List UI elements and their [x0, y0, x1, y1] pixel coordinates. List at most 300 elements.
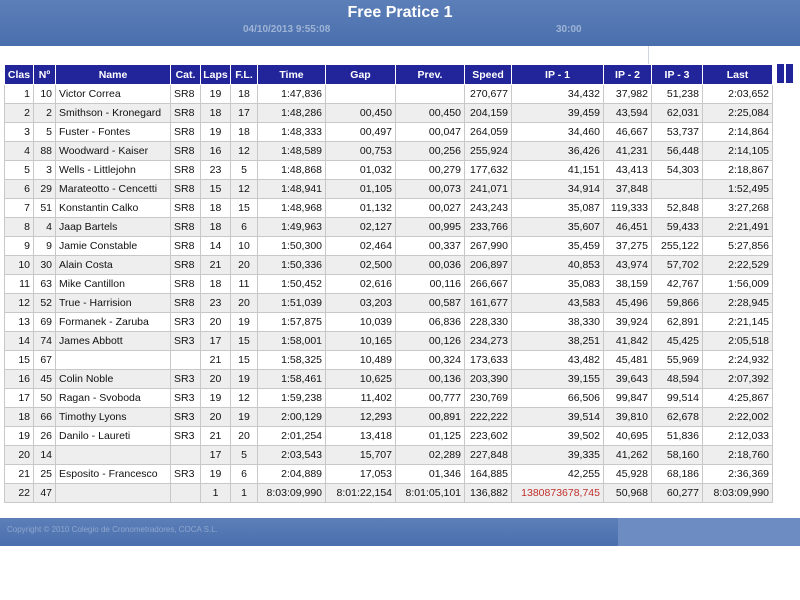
fastest-lap-cell: 10	[231, 237, 258, 256]
position-cell: 4	[5, 142, 34, 161]
ip2-cell: 43,974	[604, 256, 652, 275]
speed-cell: 164,885	[465, 465, 512, 484]
laps-cell: 23	[201, 161, 231, 180]
previous-cell: 00,036	[396, 256, 465, 275]
column-header[interactable]: Time	[258, 65, 326, 85]
ip2-cell: 45,496	[604, 294, 652, 313]
gap-cell: 13,418	[326, 427, 396, 446]
fastest-lap-cell: 15	[231, 199, 258, 218]
previous-cell: 01,125	[396, 427, 465, 446]
gap-cell: 00,753	[326, 142, 396, 161]
name-cell: Fuster - Fontes	[56, 123, 171, 142]
number-cell: 63	[34, 275, 56, 294]
previous-cell: 00,450	[396, 104, 465, 123]
time-cell: 1:49,963	[258, 218, 326, 237]
name-cell: Jamie Constable	[56, 237, 171, 256]
last-cell: 2:03,652	[703, 85, 773, 104]
fastest-lap-cell: 12	[231, 142, 258, 161]
time-cell: 1:50,336	[258, 256, 326, 275]
time-cell: 8:03:09,990	[258, 484, 326, 503]
fastest-lap-cell: 11	[231, 275, 258, 294]
table-body	[5, 85, 773, 503]
position-cell: 18	[5, 408, 34, 427]
last-cell: 4:25,867	[703, 389, 773, 408]
category-cell: SR8	[171, 294, 201, 313]
column-header[interactable]: IP - 1	[512, 65, 604, 85]
ip3-cell: 60,277	[652, 484, 703, 503]
column-header[interactable]: Speed	[465, 65, 512, 85]
name-cell: Colin Noble	[56, 370, 171, 389]
previous-cell: 8:01:05,101	[396, 484, 465, 503]
time-cell: 1:48,589	[258, 142, 326, 161]
name-cell: Alain Costa	[56, 256, 171, 275]
last-cell: 2:21,145	[703, 313, 773, 332]
position-cell: 9	[5, 237, 34, 256]
category-cell: SR3	[171, 465, 201, 484]
ip3-cell: 48,594	[652, 370, 703, 389]
ip1-cell: 34,432	[512, 85, 604, 104]
column-header[interactable]: Clas	[5, 65, 34, 85]
table-row	[5, 85, 773, 104]
column-header[interactable]: Last	[703, 65, 773, 85]
previous-cell: 00,324	[396, 351, 465, 370]
category-cell: SR8	[171, 142, 201, 161]
ip1-cell: 36,426	[512, 142, 604, 161]
table-row	[5, 161, 773, 180]
table-row	[5, 351, 773, 370]
ip1-cell: 43,583	[512, 294, 604, 313]
name-cell	[56, 351, 171, 370]
name-cell: Timothy Lyons	[56, 408, 171, 427]
previous-cell: 06,836	[396, 313, 465, 332]
ip1-cell: 1380873678,745	[512, 484, 604, 503]
table-row	[5, 313, 773, 332]
time-cell: 1:47,836	[258, 85, 326, 104]
laps-cell: 18	[201, 275, 231, 294]
gap-cell: 02,500	[326, 256, 396, 275]
number-cell: 52	[34, 294, 56, 313]
laps-cell: 21	[201, 256, 231, 275]
last-cell: 3:27,268	[703, 199, 773, 218]
table-row	[5, 370, 773, 389]
laps-cell: 21	[201, 351, 231, 370]
fastest-lap-cell: 12	[231, 389, 258, 408]
ip2-cell: 37,982	[604, 85, 652, 104]
table-row	[5, 142, 773, 161]
number-cell: 26	[34, 427, 56, 446]
ip3-cell: 99,514	[652, 389, 703, 408]
ip2-cell: 39,924	[604, 313, 652, 332]
ip2-cell: 99,847	[604, 389, 652, 408]
time-cell: 2:01,254	[258, 427, 326, 446]
ip1-cell: 35,607	[512, 218, 604, 237]
previous-cell: 00,279	[396, 161, 465, 180]
last-cell: 2:14,105	[703, 142, 773, 161]
scroll-header-cell	[785, 64, 793, 83]
gap-cell: 10,165	[326, 332, 396, 351]
category-cell: SR8	[171, 104, 201, 123]
ip3-cell: 62,891	[652, 313, 703, 332]
ip1-cell: 38,251	[512, 332, 604, 351]
speed-cell: 228,330	[465, 313, 512, 332]
laps-cell: 21	[201, 427, 231, 446]
speed-cell: 173,633	[465, 351, 512, 370]
speed-cell: 266,667	[465, 275, 512, 294]
ip1-cell: 35,459	[512, 237, 604, 256]
speed-cell: 270,677	[465, 85, 512, 104]
number-cell: 67	[34, 351, 56, 370]
fastest-lap-cell: 19	[231, 313, 258, 332]
position-cell: 1	[5, 85, 34, 104]
name-cell: Marateotto - Cencetti	[56, 180, 171, 199]
name-cell: Esposito - Francesco	[56, 465, 171, 484]
fastest-lap-cell: 5	[231, 161, 258, 180]
time-cell: 1:50,300	[258, 237, 326, 256]
time-cell: 2:04,889	[258, 465, 326, 484]
number-cell: 69	[34, 313, 56, 332]
name-cell: Victor Correa	[56, 85, 171, 104]
position-cell: 2	[5, 104, 34, 123]
ip1-cell: 42,255	[512, 465, 604, 484]
category-cell: SR8	[171, 180, 201, 199]
gap-cell: 10,039	[326, 313, 396, 332]
category-cell: SR8	[171, 218, 201, 237]
last-cell: 2:07,392	[703, 370, 773, 389]
number-cell: 30	[34, 256, 56, 275]
column-header[interactable]: Cat.	[171, 65, 201, 85]
last-cell: 1:52,495	[703, 180, 773, 199]
previous-cell: 00,587	[396, 294, 465, 313]
column-header[interactable]: IP - 2	[604, 65, 652, 85]
time-cell: 2:03,543	[258, 446, 326, 465]
speed-cell: 227,848	[465, 446, 512, 465]
gap-cell: 02,464	[326, 237, 396, 256]
category-cell: SR8	[171, 85, 201, 104]
column-header[interactable]: Gap	[326, 65, 396, 85]
category-cell: SR3	[171, 332, 201, 351]
gap-cell: 15,707	[326, 446, 396, 465]
name-cell: Wells - Littlejohn	[56, 161, 171, 180]
category-cell: SR8	[171, 123, 201, 142]
previous-cell: 00,126	[396, 332, 465, 351]
ip3-cell: 57,702	[652, 256, 703, 275]
session-remaining-time: 30:00	[556, 24, 582, 35]
ip3-cell: 52,848	[652, 199, 703, 218]
name-cell: Konstantin Calko	[56, 199, 171, 218]
ip2-cell: 43,413	[604, 161, 652, 180]
category-cell: SR3	[171, 408, 201, 427]
last-cell: 2:05,518	[703, 332, 773, 351]
laps-cell: 19	[201, 389, 231, 408]
name-cell: Formanek - Zaruba	[56, 313, 171, 332]
previous-cell: 00,073	[396, 180, 465, 199]
footer-panel	[618, 518, 800, 546]
gap-cell: 02,616	[326, 275, 396, 294]
position-cell: 22	[5, 484, 34, 503]
table-row	[5, 199, 773, 218]
laps-cell: 20	[201, 370, 231, 389]
laps-cell: 18	[201, 218, 231, 237]
fastest-lap-cell: 20	[231, 294, 258, 313]
position-cell: 6	[5, 180, 34, 199]
gap-cell: 01,105	[326, 180, 396, 199]
ip3-cell: 45,425	[652, 332, 703, 351]
column-header[interactable]: F.L.	[231, 65, 258, 85]
previous-cell	[396, 85, 465, 104]
previous-cell: 00,891	[396, 408, 465, 427]
number-cell: 3	[34, 161, 56, 180]
fastest-lap-cell: 20	[231, 427, 258, 446]
gap-cell: 17,053	[326, 465, 396, 484]
number-cell: 2	[34, 104, 56, 123]
gap-cell: 11,402	[326, 389, 396, 408]
last-cell: 2:18,760	[703, 446, 773, 465]
ip1-cell: 35,083	[512, 275, 604, 294]
speed-cell: 243,243	[465, 199, 512, 218]
position-cell: 16	[5, 370, 34, 389]
position-cell: 12	[5, 294, 34, 313]
table-row	[5, 123, 773, 142]
ip2-cell: 40,695	[604, 427, 652, 446]
time-cell: 1:59,238	[258, 389, 326, 408]
fastest-lap-cell: 20	[231, 256, 258, 275]
table-row	[5, 237, 773, 256]
results-table	[4, 64, 773, 503]
ip3-cell: 51,836	[652, 427, 703, 446]
ip2-cell: 39,810	[604, 408, 652, 427]
speed-cell: 234,273	[465, 332, 512, 351]
gap-cell: 12,293	[326, 408, 396, 427]
number-cell: 45	[34, 370, 56, 389]
laps-cell: 17	[201, 332, 231, 351]
speed-cell: 255,924	[465, 142, 512, 161]
previous-cell: 00,995	[396, 218, 465, 237]
last-cell: 5:27,856	[703, 237, 773, 256]
ip1-cell: 34,460	[512, 123, 604, 142]
position-cell: 17	[5, 389, 34, 408]
laps-cell: 19	[201, 465, 231, 484]
number-cell: 29	[34, 180, 56, 199]
ip3-cell: 55,969	[652, 351, 703, 370]
table-row	[5, 218, 773, 237]
laps-cell: 23	[201, 294, 231, 313]
position-cell: 19	[5, 427, 34, 446]
speed-cell: 264,059	[465, 123, 512, 142]
time-cell: 1:58,001	[258, 332, 326, 351]
ip3-cell: 56,448	[652, 142, 703, 161]
ip2-cell: 37,848	[604, 180, 652, 199]
last-cell: 2:25,084	[703, 104, 773, 123]
ip2-cell: 119,333	[604, 199, 652, 218]
name-cell: Woodward - Kaiser	[56, 142, 171, 161]
ip3-cell: 59,433	[652, 218, 703, 237]
ip1-cell: 39,502	[512, 427, 604, 446]
ip2-cell: 46,451	[604, 218, 652, 237]
column-header[interactable]: Name	[56, 65, 171, 85]
laps-cell: 18	[201, 199, 231, 218]
gap-cell: 8:01:22,154	[326, 484, 396, 503]
name-cell: Mike Cantillon	[56, 275, 171, 294]
position-cell: 13	[5, 313, 34, 332]
gap-cell: 10,625	[326, 370, 396, 389]
time-cell: 1:48,333	[258, 123, 326, 142]
ip3-cell: 51,238	[652, 85, 703, 104]
laps-cell: 19	[201, 85, 231, 104]
ip2-cell: 41,262	[604, 446, 652, 465]
fastest-lap-cell: 6	[231, 218, 258, 237]
fastest-lap-cell: 15	[231, 332, 258, 351]
ip3-cell: 59,866	[652, 294, 703, 313]
category-cell	[171, 351, 201, 370]
ip1-cell: 41,151	[512, 161, 604, 180]
number-cell: 14	[34, 446, 56, 465]
number-cell: 9	[34, 237, 56, 256]
ip2-cell: 45,481	[604, 351, 652, 370]
ip3-cell: 54,303	[652, 161, 703, 180]
ip2-cell: 43,594	[604, 104, 652, 123]
last-cell: 2:21,491	[703, 218, 773, 237]
speed-cell: 267,990	[465, 237, 512, 256]
fastest-lap-cell: 18	[231, 123, 258, 142]
previous-cell: 00,777	[396, 389, 465, 408]
last-cell: 2:22,002	[703, 408, 773, 427]
time-cell: 1:57,875	[258, 313, 326, 332]
name-cell: Ragan - Svoboda	[56, 389, 171, 408]
fastest-lap-cell: 17	[231, 104, 258, 123]
name-cell	[56, 446, 171, 465]
table-row	[5, 446, 773, 465]
speed-cell: 206,897	[465, 256, 512, 275]
table-row	[5, 256, 773, 275]
previous-cell: 00,116	[396, 275, 465, 294]
time-cell: 1:58,325	[258, 351, 326, 370]
gap-cell: 01,132	[326, 199, 396, 218]
scroll-header-cell	[776, 64, 784, 83]
gap-cell: 00,497	[326, 123, 396, 142]
ip2-cell: 39,643	[604, 370, 652, 389]
last-cell: 1:56,009	[703, 275, 773, 294]
fastest-lap-cell: 19	[231, 370, 258, 389]
laps-cell: 15	[201, 180, 231, 199]
table-row	[5, 427, 773, 446]
number-cell: 5	[34, 123, 56, 142]
laps-cell: 17	[201, 446, 231, 465]
gap-cell: 00,450	[326, 104, 396, 123]
time-cell: 1:48,868	[258, 161, 326, 180]
laps-cell: 1	[201, 484, 231, 503]
ip1-cell: 43,482	[512, 351, 604, 370]
position-cell: 7	[5, 199, 34, 218]
name-cell: Danilo - Laureti	[56, 427, 171, 446]
time-cell: 1:58,461	[258, 370, 326, 389]
category-cell: SR3	[171, 389, 201, 408]
speed-cell: 161,677	[465, 294, 512, 313]
ip1-cell: 39,155	[512, 370, 604, 389]
table-row	[5, 294, 773, 313]
column-header[interactable]: Prev.	[396, 65, 465, 85]
position-cell: 5	[5, 161, 34, 180]
column-header[interactable]: Nº	[34, 65, 56, 85]
number-cell: 66	[34, 408, 56, 427]
ip3-cell: 58,160	[652, 446, 703, 465]
previous-cell: 02,289	[396, 446, 465, 465]
session-datetime: 04/10/2013 9:55:08	[243, 24, 331, 35]
table-row	[5, 465, 773, 484]
fastest-lap-cell: 18	[231, 85, 258, 104]
time-cell: 1:48,286	[258, 104, 326, 123]
ip2-cell: 37,275	[604, 237, 652, 256]
table-row	[5, 332, 773, 351]
laps-cell: 20	[201, 408, 231, 427]
category-cell: SR8	[171, 161, 201, 180]
time-cell: 1:51,039	[258, 294, 326, 313]
position-cell: 21	[5, 465, 34, 484]
number-cell: 51	[34, 199, 56, 218]
gap-cell: 10,489	[326, 351, 396, 370]
ip1-cell: 39,459	[512, 104, 604, 123]
column-header[interactable]: Laps	[201, 65, 231, 85]
ip1-cell: 39,514	[512, 408, 604, 427]
gap-cell: 03,203	[326, 294, 396, 313]
name-cell: James Abbott	[56, 332, 171, 351]
category-cell: SR3	[171, 313, 201, 332]
last-cell: 2:22,529	[703, 256, 773, 275]
category-cell: SR8	[171, 256, 201, 275]
copyright-text: Copyright © 2010 Colegio de Cronometradores, COCA S.L.	[7, 525, 218, 534]
number-cell: 25	[34, 465, 56, 484]
laps-cell: 20	[201, 313, 231, 332]
laps-cell: 18	[201, 104, 231, 123]
ip2-cell: 38,159	[604, 275, 652, 294]
previous-cell: 00,136	[396, 370, 465, 389]
category-cell	[171, 446, 201, 465]
speed-cell: 177,632	[465, 161, 512, 180]
ip1-cell: 34,914	[512, 180, 604, 199]
speed-cell: 223,602	[465, 427, 512, 446]
speed-cell: 203,390	[465, 370, 512, 389]
ip3-cell: 53,737	[652, 123, 703, 142]
ip2-cell: 41,842	[604, 332, 652, 351]
category-cell: SR3	[171, 427, 201, 446]
laps-cell: 14	[201, 237, 231, 256]
speed-cell: 230,769	[465, 389, 512, 408]
last-cell: 2:14,864	[703, 123, 773, 142]
last-cell: 2:24,932	[703, 351, 773, 370]
time-cell: 1:48,968	[258, 199, 326, 218]
category-cell: SR8	[171, 199, 201, 218]
previous-cell: 01,346	[396, 465, 465, 484]
ip1-cell: 40,853	[512, 256, 604, 275]
position-cell: 3	[5, 123, 34, 142]
ip3-cell: 42,767	[652, 275, 703, 294]
speed-cell: 222,222	[465, 408, 512, 427]
ip3-cell: 62,678	[652, 408, 703, 427]
ip1-cell: 35,087	[512, 199, 604, 218]
gap-cell: 01,032	[326, 161, 396, 180]
gap-cell: 02,127	[326, 218, 396, 237]
number-cell: 47	[34, 484, 56, 503]
gap-cell	[326, 85, 396, 104]
column-header[interactable]: IP - 3	[652, 65, 703, 85]
table-row	[5, 275, 773, 294]
ip1-cell: 39,335	[512, 446, 604, 465]
name-cell	[56, 484, 171, 503]
table-row	[5, 408, 773, 427]
time-cell: 1:50,452	[258, 275, 326, 294]
last-cell: 2:36,369	[703, 465, 773, 484]
number-cell: 50	[34, 389, 56, 408]
page-title: Free Pratice 1	[347, 4, 453, 21]
